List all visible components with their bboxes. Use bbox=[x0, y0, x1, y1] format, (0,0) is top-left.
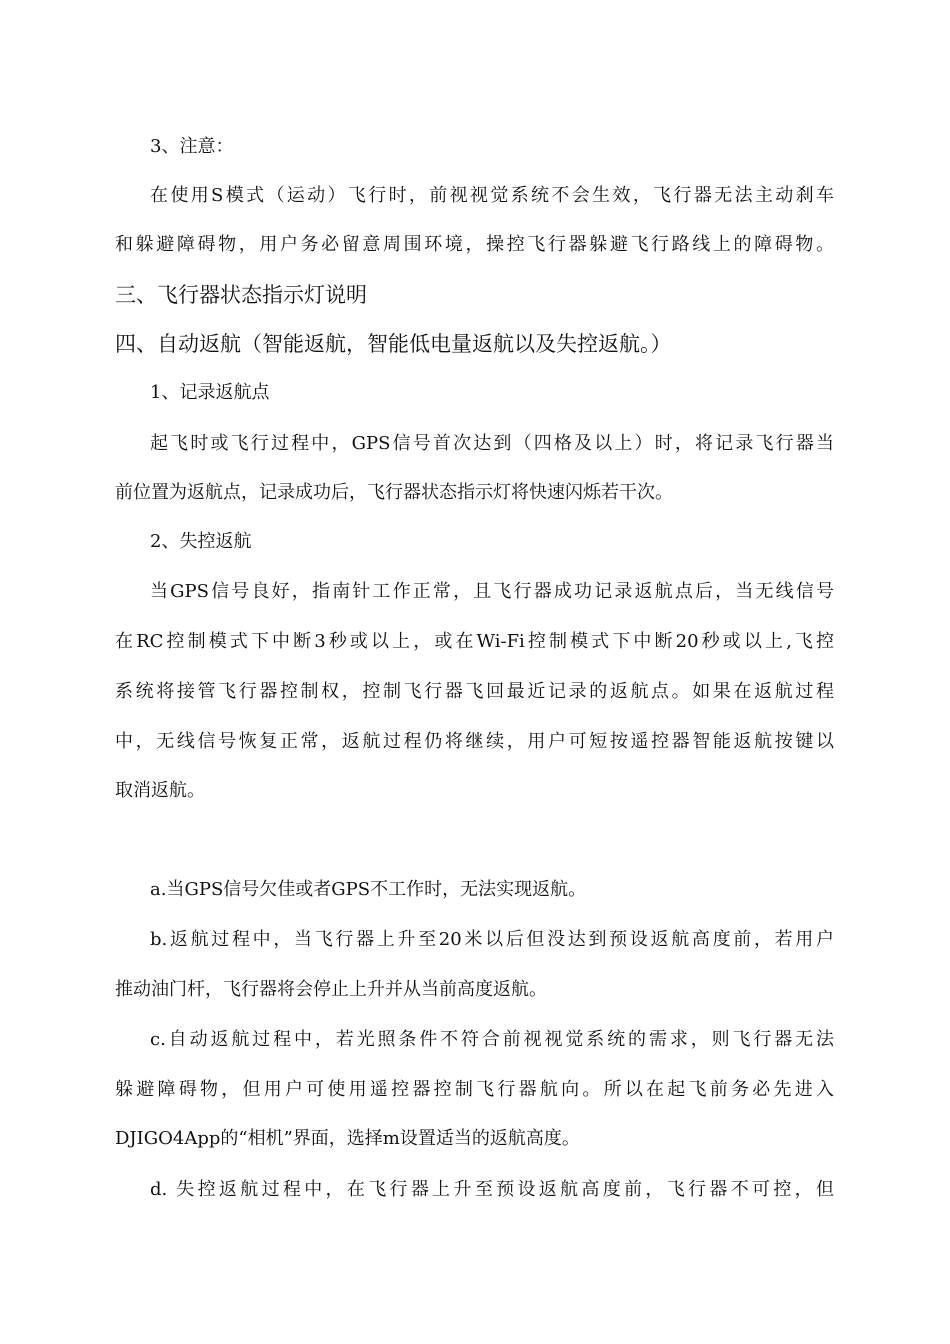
failsafe-line-3: 系统将接管飞行器控制权，控制飞行器飞回最近记录的返航点。如果在返航过程 bbox=[115, 681, 834, 702]
note-a: a.当GPS信号欠佳或者GPS不工作时，无法实现返航。 bbox=[150, 879, 587, 900]
subheading-record-home: 1、记录返航点 bbox=[150, 382, 270, 403]
record-home-line-2: 前位置为返航点，记录成功后，飞行器状态指示灯将快速闪烁若干次。 bbox=[115, 482, 673, 503]
note-b-line-1: b.返航过程中，当飞行器上升至20米以后但没达到预设返航高度前，若用户 bbox=[150, 929, 834, 950]
note-d-line-1: d. 失控返航过程中，在飞行器上升至预设返航高度前，飞行器不可控，但 bbox=[150, 1179, 834, 1200]
failsafe-line-4: 中，无线信号恢复正常，返航过程仍将继续，用户可短按遥控器智能返航按键以 bbox=[115, 731, 834, 752]
note-line-2: 和躲避障碍物，用户务必留意周围环境，操控飞行器躲避飞行路线上的障碍物。 bbox=[115, 234, 834, 255]
heading-section-4: 四、自动返航（智能返航，智能低电量返航以及失控返航。） bbox=[115, 332, 672, 356]
note-b-line-2: 推动油门杆，飞行器将会停止上升并从当前高度返航。 bbox=[115, 979, 547, 1000]
note-c-line-1: c.自动返航过程中，若光照条件不符合前视视觉系统的需求，则飞行器无法 bbox=[150, 1029, 834, 1050]
failsafe-line-2: 在RC控制模式下中断3秒或以上，或在Wi-Fi控制模式下中断20秒或以上,飞控 bbox=[115, 631, 834, 652]
note-c-line-2: 躲避障碍物，但用户可使用遥控器控制飞行器航向。所以在起飞前务必先进入 bbox=[115, 1079, 834, 1100]
note-title: 3、注意： bbox=[150, 136, 234, 157]
note-c-line-3: DJIGO4App的“相机”界面，选择m设置适当的返航高度。 bbox=[115, 1128, 580, 1149]
failsafe-line-5: 取消返航。 bbox=[115, 780, 205, 801]
note-line-1: 在使用S模式（运动）飞行时，前视视觉系统不会生效，飞行器无法主动刹车 bbox=[150, 185, 834, 206]
record-home-line-1: 起飞时或飞行过程中，GPS信号首次达到（四格及以上）时，将记录飞行器当 bbox=[150, 433, 834, 454]
heading-section-3: 三、飞行器状态指示灯说明 bbox=[115, 283, 367, 307]
failsafe-line-1: 当GPS信号良好，指南针工作正常，且飞行器成功记录返航点后，当无线信号 bbox=[150, 581, 834, 602]
subheading-failsafe: 2、失控返航 bbox=[150, 531, 252, 552]
